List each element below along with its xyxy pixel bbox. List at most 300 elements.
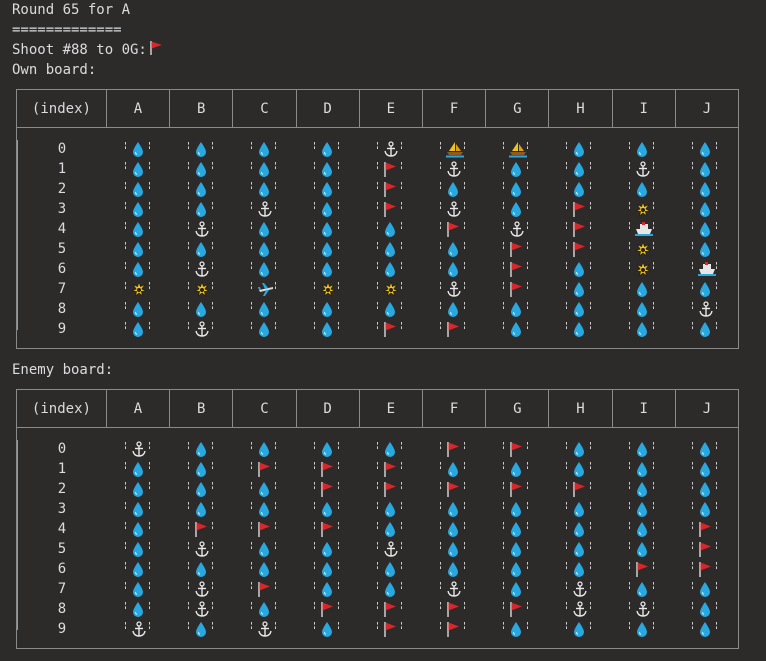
enemy-cell-f1 <box>422 459 485 479</box>
enemy-cell-c4 <box>233 519 296 539</box>
own-cell-b7 <box>170 279 233 299</box>
own-cell-g8 <box>485 299 548 319</box>
row-index: 4 <box>57 521 67 537</box>
enemy-cell-a0 <box>107 439 170 459</box>
own-cell-f8 <box>422 299 485 319</box>
water-icon <box>194 561 208 578</box>
hit-flag-icon <box>257 581 271 598</box>
own-cell-d1 <box>296 159 359 179</box>
enemy-cell-a3 <box>107 499 170 519</box>
enemy-cell-g2 <box>485 479 548 499</box>
enemy-cell-j2 <box>674 479 737 499</box>
shoot-line <box>12 40 163 60</box>
water-icon <box>320 301 334 318</box>
own-cell-i8 <box>611 299 674 319</box>
water-icon <box>320 541 334 558</box>
enemy-cell-e7 <box>359 579 422 599</box>
enemy-cell-c2 <box>233 479 296 499</box>
enemy-cell-h4 <box>548 519 611 539</box>
column-header-a: A <box>107 390 170 427</box>
enemy-cell-a4 <box>107 519 170 539</box>
water-icon <box>509 621 523 638</box>
water-icon <box>698 161 712 178</box>
enemy-cell-c5 <box>233 539 296 559</box>
own-cell-g0 <box>485 139 548 159</box>
water-icon <box>194 161 208 178</box>
water-icon <box>131 141 145 158</box>
own-cell-f1 <box>422 159 485 179</box>
enemy-cell-d4 <box>296 519 359 539</box>
column-header-i: I <box>613 90 676 127</box>
enemy-cell-b1 <box>170 459 233 479</box>
own-cell-b0 <box>170 139 233 159</box>
column-header-j: J <box>702 400 712 417</box>
own-cell-c6 <box>233 259 296 279</box>
enemy-cell-b5 <box>170 539 233 559</box>
enemy-cell-f9 <box>422 619 485 639</box>
enemy-cell-c3 <box>233 499 296 519</box>
enemy-cell-g7 <box>485 579 548 599</box>
water-icon <box>194 441 208 458</box>
hit-flag-icon <box>383 201 397 218</box>
enemy-cell-g9 <box>485 619 548 639</box>
row-index: 4 <box>57 221 67 237</box>
table-row <box>17 559 738 579</box>
own-cell-e2 <box>359 179 422 199</box>
miss-anchor-icon <box>194 321 210 338</box>
water-icon <box>257 161 271 178</box>
water-icon <box>698 201 712 218</box>
row-index: 3 <box>57 201 67 217</box>
hit-flag-icon <box>509 481 523 498</box>
water-icon <box>509 161 523 178</box>
own-cell-j5 <box>674 239 737 259</box>
miss-anchor-icon <box>635 601 651 618</box>
own-cell-c3 <box>233 199 296 219</box>
own-cell-e5 <box>359 239 422 259</box>
water-icon <box>509 501 523 518</box>
enemy-cell-e0 <box>359 439 422 459</box>
table-row <box>17 219 738 239</box>
hit-flag-icon <box>509 261 523 278</box>
water-icon <box>131 221 145 238</box>
own-cell-h5 <box>548 239 611 259</box>
water-icon <box>320 561 334 578</box>
water-icon <box>572 261 586 278</box>
water-icon <box>446 561 460 578</box>
own-cell-j3 <box>674 199 737 219</box>
enemy-cell-h6 <box>548 559 611 579</box>
hit-flag-icon <box>698 561 712 578</box>
enemy-cell-h9 <box>548 619 611 639</box>
water-icon <box>320 221 334 238</box>
miss-anchor-icon <box>257 621 273 638</box>
water-icon <box>131 241 145 258</box>
own-cell-e4 <box>359 219 422 239</box>
own-cell-c1 <box>233 159 296 179</box>
water-icon <box>446 301 460 318</box>
table-row <box>17 199 738 219</box>
own-cell-d5 <box>296 239 359 259</box>
own-cell-i3 <box>611 199 674 219</box>
own-cell-i2 <box>611 179 674 199</box>
own-cell-i4 <box>611 219 674 239</box>
own-cell-d7 <box>296 279 359 299</box>
own-cell-g4 <box>485 219 548 239</box>
water-icon <box>257 181 271 198</box>
row-index: 0 <box>57 141 67 157</box>
hit-flag-icon <box>320 601 334 618</box>
own-cell-e8 <box>359 299 422 319</box>
water-icon <box>320 241 334 258</box>
enemy-cell-j6 <box>674 559 737 579</box>
water-icon <box>698 441 712 458</box>
own-cell-j1 <box>674 159 737 179</box>
row-index: 6 <box>57 561 67 577</box>
own-cell-f4 <box>422 219 485 239</box>
own-cell-h4 <box>548 219 611 239</box>
water-icon <box>383 581 397 598</box>
own-cell-i9 <box>611 319 674 339</box>
hit-flag-icon <box>446 621 460 638</box>
miss-anchor-icon <box>446 281 462 298</box>
column-header-e: E <box>360 390 423 427</box>
own-cell-d8 <box>296 299 359 319</box>
water-icon <box>131 541 145 558</box>
sunk-explosion-icon <box>194 281 210 298</box>
enemy-cell-j3 <box>674 499 737 519</box>
water-icon <box>194 181 208 198</box>
hit-flag-icon <box>446 441 460 458</box>
hit-flag-icon <box>509 281 523 298</box>
water-icon <box>383 221 397 238</box>
enemy-cell-a6 <box>107 559 170 579</box>
own-cell-f7 <box>422 279 485 299</box>
enemy-cell-e1 <box>359 459 422 479</box>
water-icon <box>698 461 712 478</box>
table-row <box>17 539 738 559</box>
enemy-cell-g0 <box>485 439 548 459</box>
water-icon <box>194 481 208 498</box>
row-index: 9 <box>57 321 67 337</box>
enemy-cell-b7 <box>170 579 233 599</box>
enemy-cell-b6 <box>170 559 233 579</box>
water-icon <box>572 621 586 638</box>
water-icon <box>635 301 649 318</box>
row-index: 2 <box>57 181 67 197</box>
enemy-cell-h2 <box>548 479 611 499</box>
own-cell-c0 <box>233 139 296 159</box>
hit-flag-icon <box>257 461 271 478</box>
enemy-cell-i8 <box>611 599 674 619</box>
own-cell-h7 <box>548 279 611 299</box>
column-header-index: (index) <box>17 390 107 427</box>
row-index: 1 <box>57 161 67 177</box>
own-cell-i0 <box>611 139 674 159</box>
own-cell-f6 <box>422 259 485 279</box>
own-cell-c7 <box>233 279 296 299</box>
own-cell-i7 <box>611 279 674 299</box>
sunk-explosion-icon <box>383 281 399 298</box>
water-icon <box>509 181 523 198</box>
own-cell-i6 <box>611 259 674 279</box>
enemy-cell-g6 <box>485 559 548 579</box>
own-cell-c8 <box>233 299 296 319</box>
miss-anchor-icon <box>131 441 147 458</box>
column-header-e: E <box>360 90 423 127</box>
miss-anchor-icon <box>131 621 147 638</box>
own-cell-d6 <box>296 259 359 279</box>
water-icon <box>383 561 397 578</box>
water-icon <box>509 321 523 338</box>
enemy-cell-j8 <box>674 599 737 619</box>
enemy-cell-a5 <box>107 539 170 559</box>
water-icon <box>383 301 397 318</box>
hit-flag-icon <box>698 521 712 538</box>
table-row <box>17 239 738 259</box>
row-index: 1 <box>57 461 67 477</box>
miss-anchor-icon <box>572 581 588 598</box>
own-board-label: Own board: <box>12 62 97 78</box>
enemy-board-body <box>17 428 738 648</box>
water-icon <box>257 541 271 558</box>
own-cell-g5 <box>485 239 548 259</box>
enemy-cell-b0 <box>170 439 233 459</box>
table-row <box>17 459 738 479</box>
table-row <box>17 279 738 299</box>
column-header-a: A <box>107 90 170 127</box>
miss-anchor-icon <box>194 581 210 598</box>
water-icon <box>131 181 145 198</box>
water-icon <box>446 241 460 258</box>
enemy-cell-d7 <box>296 579 359 599</box>
column-header-d: D <box>297 90 360 127</box>
own-cell-a4 <box>107 219 170 239</box>
column-header-h: H <box>549 390 612 427</box>
water-icon <box>446 501 460 518</box>
own-cell-g9 <box>485 319 548 339</box>
column-header-g: G <box>486 390 549 427</box>
water-icon <box>635 481 649 498</box>
water-icon <box>446 261 460 278</box>
water-icon <box>257 481 271 498</box>
enemy-cell-j5 <box>674 539 737 559</box>
own-cell-a9 <box>107 319 170 339</box>
water-icon <box>698 181 712 198</box>
water-icon <box>446 461 460 478</box>
water-icon <box>257 221 271 238</box>
water-icon <box>194 621 208 638</box>
column-header-b: B <box>170 90 233 127</box>
water-icon <box>131 261 145 278</box>
column-header-j: J <box>702 100 712 117</box>
own-cell-b5 <box>170 239 233 259</box>
own-cell-a6 <box>107 259 170 279</box>
column-header-i: I <box>613 390 676 427</box>
water-icon <box>698 221 712 238</box>
column-header-h: H <box>549 90 612 127</box>
own-cell-d4 <box>296 219 359 239</box>
water-icon <box>257 241 271 258</box>
own-cell-j6 <box>674 259 737 279</box>
hit-flag-icon <box>383 181 397 198</box>
own-cell-h8 <box>548 299 611 319</box>
enemy-cell-i0 <box>611 439 674 459</box>
enemy-cell-c1 <box>233 459 296 479</box>
own-cell-g7 <box>485 279 548 299</box>
water-icon <box>383 501 397 518</box>
water-icon <box>257 601 271 618</box>
water-icon <box>320 201 334 218</box>
own-cell-c5 <box>233 239 296 259</box>
own-cell-j4 <box>674 219 737 239</box>
water-icon <box>383 241 397 258</box>
water-icon <box>131 201 145 218</box>
table-row <box>17 579 738 599</box>
hit-flag-icon <box>383 621 397 638</box>
water-icon <box>131 461 145 478</box>
hit-flag-icon <box>446 321 460 338</box>
sunk-explosion-icon <box>635 261 651 278</box>
enemy-cell-i7 <box>611 579 674 599</box>
miss-anchor-icon <box>446 201 462 218</box>
column-header-c: C <box>233 90 296 127</box>
hit-flag-icon <box>446 481 460 498</box>
sunk-explosion-icon <box>635 241 651 258</box>
own-cell-h0 <box>548 139 611 159</box>
water-icon <box>635 141 649 158</box>
table-row <box>17 599 738 619</box>
own-cell-c2 <box>233 179 296 199</box>
water-icon <box>509 461 523 478</box>
water-icon <box>509 541 523 558</box>
own-cell-h1 <box>548 159 611 179</box>
own-cell-h6 <box>548 259 611 279</box>
column-header-index: (index) <box>17 90 107 127</box>
water-icon <box>194 501 208 518</box>
water-icon <box>509 201 523 218</box>
hit-flag-icon <box>509 601 523 618</box>
own-cell-i5 <box>611 239 674 259</box>
enemy-cell-e6 <box>359 559 422 579</box>
enemy-cell-b8 <box>170 599 233 619</box>
column-header-d: D <box>297 390 360 427</box>
own-cell-e7 <box>359 279 422 299</box>
water-icon <box>383 441 397 458</box>
row-index: 7 <box>57 281 67 297</box>
enemy-cell-a1 <box>107 459 170 479</box>
table-row <box>17 299 738 319</box>
row-index: 9 <box>57 621 67 637</box>
table-row <box>17 159 738 179</box>
water-icon <box>698 621 712 638</box>
own-cell-e3 <box>359 199 422 219</box>
plane-icon <box>257 281 275 298</box>
enemy-cell-j7 <box>674 579 737 599</box>
water-icon <box>194 461 208 478</box>
miss-anchor-icon <box>572 601 588 618</box>
enemy-cell-g5 <box>485 539 548 559</box>
enemy-cell-i6 <box>611 559 674 579</box>
enemy-cell-j4 <box>674 519 737 539</box>
water-icon <box>572 561 586 578</box>
miss-anchor-icon <box>194 261 210 278</box>
water-icon <box>509 301 523 318</box>
enemy-cell-b3 <box>170 499 233 519</box>
table-row <box>17 439 738 459</box>
water-icon <box>509 561 523 578</box>
water-icon <box>698 501 712 518</box>
water-icon <box>572 281 586 298</box>
hit-flag-icon <box>194 521 208 538</box>
enemy-cell-f0 <box>422 439 485 459</box>
own-cell-e1 <box>359 159 422 179</box>
own-cell-g6 <box>485 259 548 279</box>
enemy-cell-h7 <box>548 579 611 599</box>
row-index: 5 <box>57 541 67 557</box>
own-cell-f5 <box>422 239 485 259</box>
water-icon <box>635 541 649 558</box>
own-cell-b2 <box>170 179 233 199</box>
water-icon <box>446 521 460 538</box>
water-icon <box>698 321 712 338</box>
own-cell-g1 <box>485 159 548 179</box>
own-cell-a5 <box>107 239 170 259</box>
enemy-cell-c9 <box>233 619 296 639</box>
water-icon <box>257 261 271 278</box>
own-board-body <box>17 128 738 348</box>
miss-anchor-icon <box>257 201 273 218</box>
row-index: 7 <box>57 581 67 597</box>
water-icon <box>131 481 145 498</box>
water-icon <box>446 541 460 558</box>
own-cell-b3 <box>170 199 233 219</box>
water-icon <box>131 501 145 518</box>
enemy-cell-e8 <box>359 599 422 619</box>
miss-anchor-icon <box>509 221 525 238</box>
own-cell-f0 <box>422 139 485 159</box>
hit-flag-icon <box>320 481 334 498</box>
enemy-cell-g8 <box>485 599 548 619</box>
hit-flag-icon <box>383 601 397 618</box>
enemy-cell-c7 <box>233 579 296 599</box>
miss-anchor-icon <box>194 601 210 618</box>
own-cell-b8 <box>170 299 233 319</box>
hit-flag-icon <box>446 221 460 238</box>
enemy-cell-e3 <box>359 499 422 519</box>
hit-flag-icon <box>509 241 523 258</box>
enemy-cell-d0 <box>296 439 359 459</box>
enemy-cell-f6 <box>422 559 485 579</box>
column-header-g: G <box>486 90 549 127</box>
own-cell-j0 <box>674 139 737 159</box>
own-cell-h3 <box>548 199 611 219</box>
enemy-cell-g4 <box>485 519 548 539</box>
sunk-explosion-icon <box>320 281 336 298</box>
enemy-cell-b9 <box>170 619 233 639</box>
water-icon <box>572 301 586 318</box>
table-row <box>17 519 738 539</box>
enemy-cell-e9 <box>359 619 422 639</box>
own-cell-b4 <box>170 219 233 239</box>
water-icon <box>698 241 712 258</box>
own-cell-j2 <box>674 179 737 199</box>
hit-flag-icon <box>257 521 271 538</box>
own-board <box>16 89 739 349</box>
hit-flag-icon <box>383 481 397 498</box>
hit-flag-icon <box>509 441 523 458</box>
water-icon <box>257 441 271 458</box>
